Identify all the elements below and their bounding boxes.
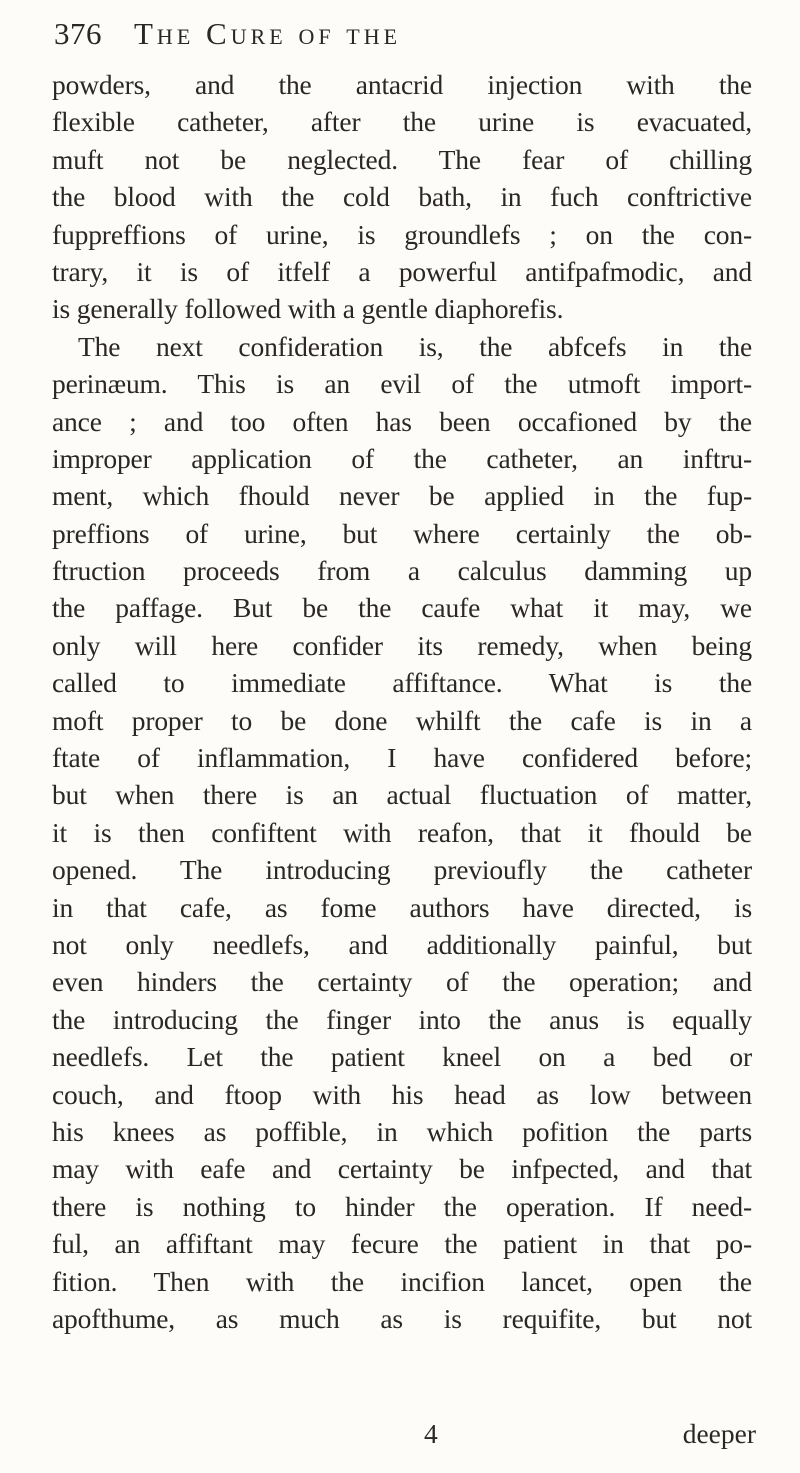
- text-line: ful, an affiftant may fecure the patient in that po-: [52, 1228, 752, 1260]
- text-line: called to immediate affiftance. What is the: [52, 667, 752, 699]
- text-line: ftate of inflammation, I have confidered before;: [52, 742, 752, 774]
- text-line: perinæum. This is an evil of the utmoft import-: [52, 368, 752, 400]
- text-line: not only needlefs, and additionally painful, but: [52, 928, 752, 960]
- page-number: 376: [54, 16, 102, 51]
- text-line: fuppreffions of urine, is groundlefs ; on the con-: [52, 218, 752, 250]
- text-line: is generally followed with a gentle diaphorefis.: [52, 293, 564, 325]
- catchword: deeper: [682, 1418, 756, 1449]
- text-line: there is nothing to hinder the operation. If need-: [52, 1190, 752, 1222]
- text-line: needlefs. Let the patient kneel on a bed or: [52, 1041, 752, 1073]
- text-line: apofthume, as much as is requifite, but not: [52, 1302, 752, 1334]
- running-head: [54, 16, 754, 62]
- text-line: improper application of the catheter, an inftru-: [52, 442, 752, 474]
- text-line: flexible catheter, after the urine is evacuated,: [52, 106, 752, 138]
- text-line: the paffage. But be the caufe what it may, we: [52, 592, 752, 624]
- signature-mark: 4: [424, 1418, 438, 1449]
- text-line: couch, and ftoop with his head as low between: [52, 1078, 752, 1110]
- running-title: The Cure of the: [134, 16, 402, 51]
- text-line: fition. Then with the incifion lancet, open the: [52, 1265, 752, 1297]
- text-line: powders, and the antacrid injection with the: [52, 69, 752, 100]
- page-footer: [52, 1414, 756, 1454]
- text-line: trary, it is of itfelf a powerful antifpafmodic, and: [52, 255, 752, 287]
- text-line: the blood with the cold bath, in fuch conftrictive: [52, 181, 752, 213]
- text-line: the introducing the finger into the anus is equally: [52, 1003, 752, 1035]
- text-line: only will here confider its remedy, when being: [52, 629, 752, 661]
- paragraph-start-line: The next confideration is, the abfcefs in the: [78, 330, 752, 362]
- text-line: muft not be neglected. The fear of chilling: [52, 143, 752, 175]
- text-line: ftruction proceeds from a calculus damming up: [52, 555, 752, 587]
- text-line: preffions of urine, but where certainly the ob-: [52, 517, 752, 549]
- text-line: may with eafe and certainty be infpected, and that: [52, 1153, 752, 1185]
- text-line: it is then confiftent with reafon, that it fhould be: [52, 816, 752, 848]
- body-text: [52, 66, 752, 1337]
- text-line: ment, which fhould never be applied in the fup-: [52, 480, 752, 512]
- text-line: but when there is an actual fluctuation of matter,: [52, 779, 752, 811]
- text-line: moft proper to be done whilft the cafe is in a: [52, 704, 752, 736]
- text-line: ance ; and too often has been occafioned by the: [52, 405, 752, 437]
- text-line: his knees as poffible, in which pofition the parts: [52, 1115, 752, 1147]
- text-line: opened. The introducing previoufly the catheter: [52, 854, 752, 886]
- text-line: in that cafe, as fome authors have directed, is: [52, 891, 752, 923]
- text-line: even hinders the certainty of the operation; and: [52, 966, 752, 998]
